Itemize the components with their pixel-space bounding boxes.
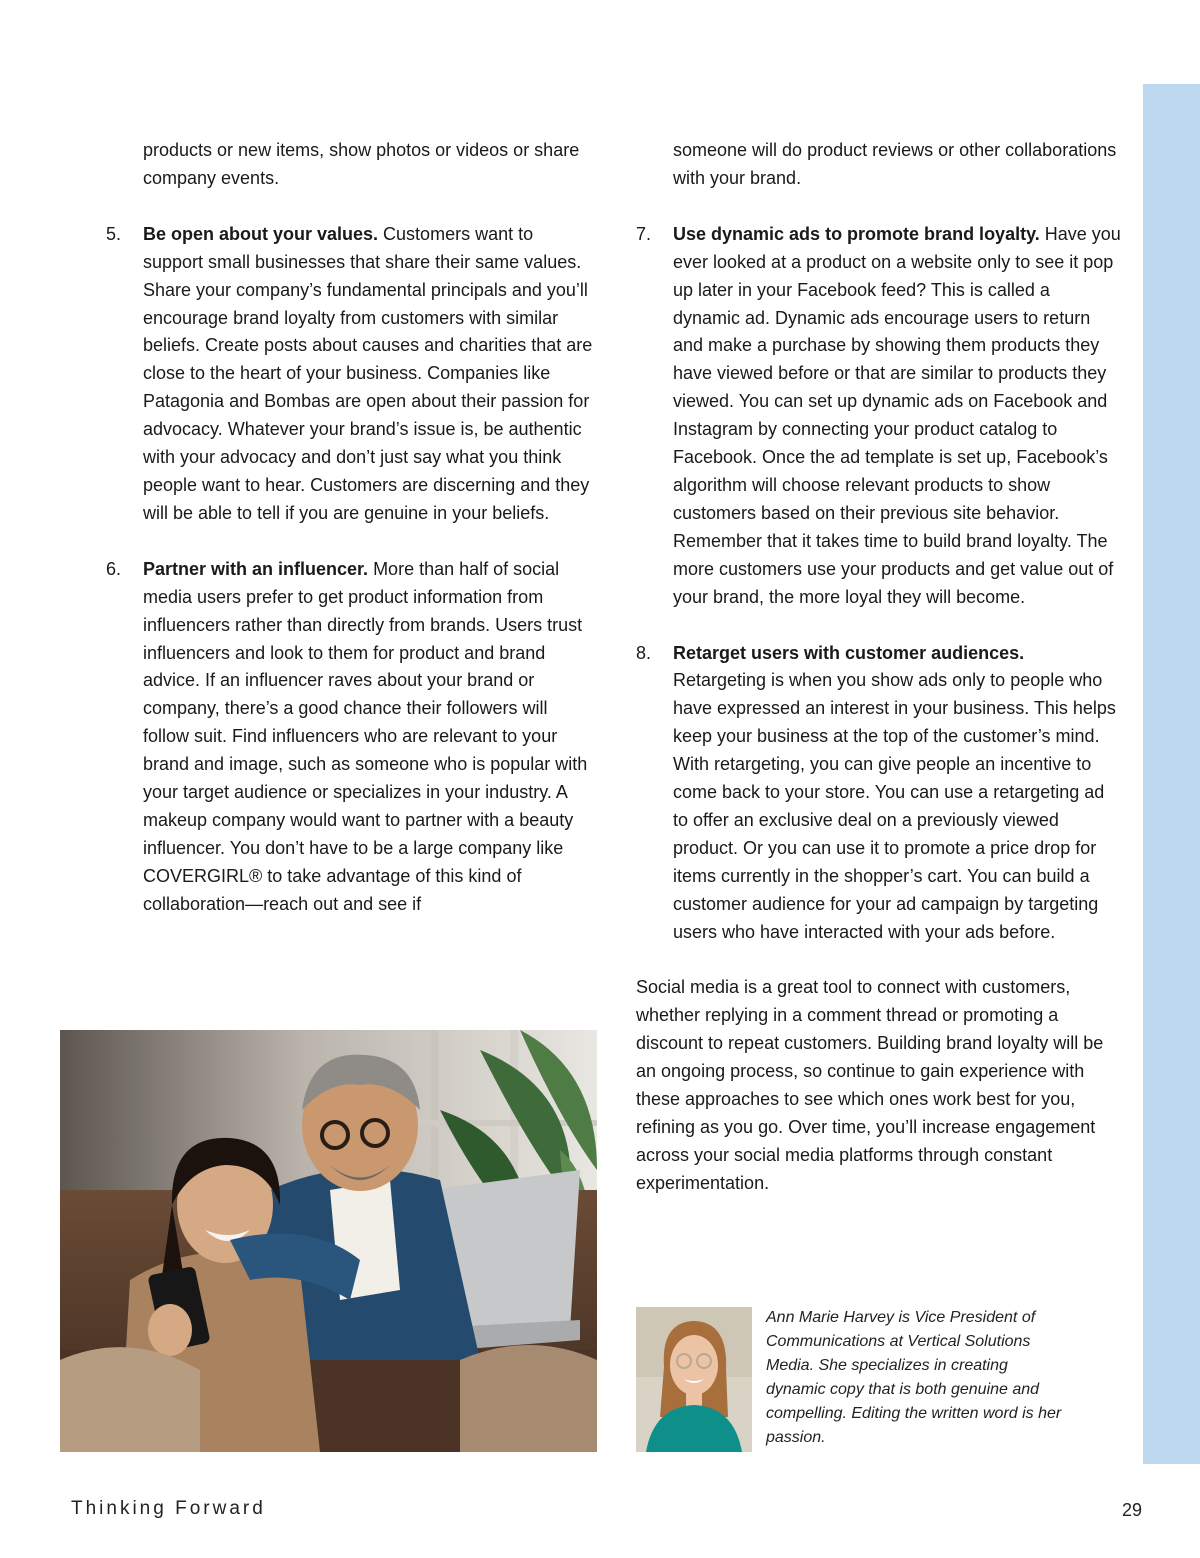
list-number: 8. (636, 642, 652, 663)
closing-paragraph: Social media is a great tool to connect with customers, whether replying in a comment thread or promoting a discount to repeat customers. Building brand loyalty will be an ongoing process, so continue to gain experience with these approaches to see which ones work best for you, refining as you go. Over time, you’ll increase engagement across your social media platforms through constant experimentation. (636, 977, 1104, 1193)
list-item-body: Retargeting is when you show ads only to people who have expressed an interest in your business. This helps keep your business at the top of the customer’s mind. With retargeting, you can give people an incentive to come back to your store. You can use a retargeting ad to offer an exclusive deal on a previously viewed product. Or you can use it to promote a price drop for items currently in the shopper’s cart. You can build a customer audience for your ad campaign by targeting users who have interacted with your ads before. (673, 670, 1116, 942)
list-item-body: More than half of social media users prefer to get product information from influencers rather than directly from brands. Users trust influencers and look to them for product and brand advice. If an influencer raves about your brand or company, there’s a good chance their followers will follow suit. Find influencers who are relevant to your brand and image, such as someone who is popular with your target audience or specializes in your industry. A makeup company would want to partner with a beauty influencer. You don’t have to be a large company like COVERGIRL® to take advantage of this kind of collaboration—reach out and see if (143, 558, 588, 914)
continued-paragraph: products or new items, show photos or videos or share company events. (143, 140, 580, 188)
list-item-heading: Use dynamic ads to promote brand loyalty. (673, 223, 1040, 244)
left-column (106, 137, 596, 919)
right-column (636, 137, 1121, 1198)
author-bio: Ann Marie Harvey is Vice President of Communications at Vertical Solutions Media. She specializes in creating dynamic copy that is both genuine and compelling. Editing the written word is her passion. (766, 1309, 1062, 1446)
list-item-heading: Retarget users with customer audiences. (673, 642, 1025, 663)
list-item-8 (636, 640, 1121, 947)
decorative-side-bar (1143, 84, 1200, 1464)
continued-paragraph: someone will do product reviews or other collaborations with your brand. (673, 140, 1117, 188)
list-item-6 (106, 556, 596, 919)
list-number: 6. (106, 558, 122, 579)
list-item-heading: Be open about your values. (143, 223, 379, 244)
list-item-heading: Partner with an influencer. (143, 558, 369, 579)
list-number: 7. (636, 223, 652, 244)
list-item-body: Have you ever looked at a product on a website only to see it pop up later in your Facebook feed? This is called a dynamic ad. Dynamic ads encourage users to return and make a purchase by showing them products they have viewed before or that are similar to products they viewed. You can set up dynamic ads on Facebook and Instagram by connecting your product catalog to Facebook. Once the ad template is set up, Facebook’s algorithm will choose relevant products to show customers based on their previous site behavior. Remember that it takes time to build brand loyalty. The more customers use your products and get value out of your brand, the more loyal they will become. (673, 223, 1121, 607)
author-headshot (636, 1307, 752, 1452)
list-item-5 (106, 221, 596, 528)
couple-photo (60, 1030, 597, 1452)
list-item-7 (636, 221, 1121, 612)
publication-title: Thinking Forward (71, 1498, 266, 1519)
list-number: 5. (106, 223, 122, 244)
list-item-body: Customers want to support small businesses that share their same values. Share your company’s fundamental principals and you’ll encourage brand loyalty from customers with similar beliefs. Create posts about causes and charities that are close to the heart of your business. Companies like Patagonia and Bombas are open about their passion for advocacy. Whatever your brand’s issue is, be authentic with your advocacy and don’t just say what you think people want to hear. Customers are discerning and they will be able to tell if you are genuine in your beliefs. (143, 223, 593, 523)
page-number: 29 (1122, 1500, 1143, 1520)
